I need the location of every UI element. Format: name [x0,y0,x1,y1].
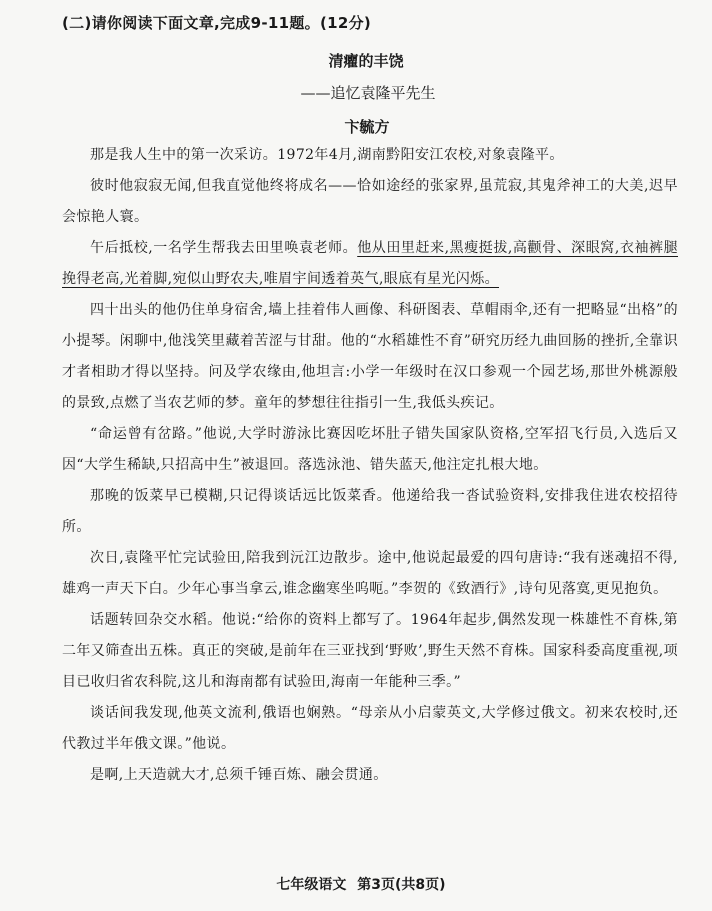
paragraph-3-lead: 午后抵校,一名学生帮我去田里唤袁老师。 [90,240,358,256]
paragraph-10: 是啊,上天造就大才,总须千锤百炼、融会贯通。 [90,767,388,783]
paragraph-5: “命运曾有岔路。”他说,大学时游泳比赛因吃坏肚子错失国家队资格,空军招飞行员,入选后又因“大学生稀缺,只招高中生”被退回。落选泳池、错失蓝天,他注定扎根大地。 [62,426,678,473]
article-body [62,140,678,791]
paragraph-1: 那是我人生中的第一次采访。1972年4月,湖南黔阳安江农校,对象袁隆平。 [90,147,564,163]
paragraph-7: 次日,袁隆平忙完试验田,陪我到沅江边散步。途中,他说起最爱的四句唐诗:“我有迷魂招不得,雄鸡一声天下白。少年心事当拿云,谁念幽寒坐呜呃。”李贺的《致酒行》,诗句见落寞,更见抱负。 [62,550,678,597]
paragraph-3 [62,233,678,295]
article-title: 清癯的丰饶 [328,52,404,70]
question-header: (二)请你阅读下面文章,完成9-11题。(12分) [62,14,372,32]
paragraph-4: 四十出头的他仍住单身宿舍,墙上挂着伟人画像、科研图表、草帽雨伞,还有一把略显“出格”的小提琴。闲聊中,他浅笑里藏着苦涩与甘甜。他的“水稻雄性不育”研究历经九曲回肠的挫折,全靠识才者相助才得以坚持。问及学农缘由,他坦言:小学一年级时在汉口参观一个园艺场,那世外桃源般的景致,点燃了当农艺师的梦。童年的梦想往往指引一生,我低头疾记。 [62,302,678,411]
page-footer: 七年级语文 第3页(共8页) [276,877,446,893]
article-subtitle: ——追忆袁隆平先生 [300,84,436,102]
article-author: 卞毓方 [344,118,390,136]
paragraph-8: 话题转回杂交水稻。他说:“给你的资料上都写了。1964年起步,偶然发现一株雄性不育株,第二年又筛查出五株。真正的突破,是前年在三亚找到‘野败’,野生天然不育株。国家科委高度重视,项目已收归省农科院,这儿和海南都有试验田,海南一年能种三季。” [62,612,678,690]
paragraph-9: 谈话间我发现,他英文流利,俄语也娴熟。“母亲从小启蒙英文,大学修过俄文。初来农校时,还代教过半年俄文课。”他说。 [62,705,678,752]
paragraph-6: 那晚的饭菜早已模糊,只记得谈话远比饭菜香。他递给我一沓试验资料,安排我住进农校招待所。 [62,488,678,535]
underlined-sentence: 他从田里赶来,黑瘦挺拔,高颧骨、深眼窝,衣袖裤腿挽得老高,光着脚,宛似山野农夫,唯眉宇间透着英气,眼底有星光闪烁。 [62,240,678,287]
paragraph-2: 彼时他寂寂无闻,但我直觉他终将成名——恰如途经的张家界,虽荒寂,其鬼斧神工的大美,迟早会惊艳人寰。 [62,178,678,225]
